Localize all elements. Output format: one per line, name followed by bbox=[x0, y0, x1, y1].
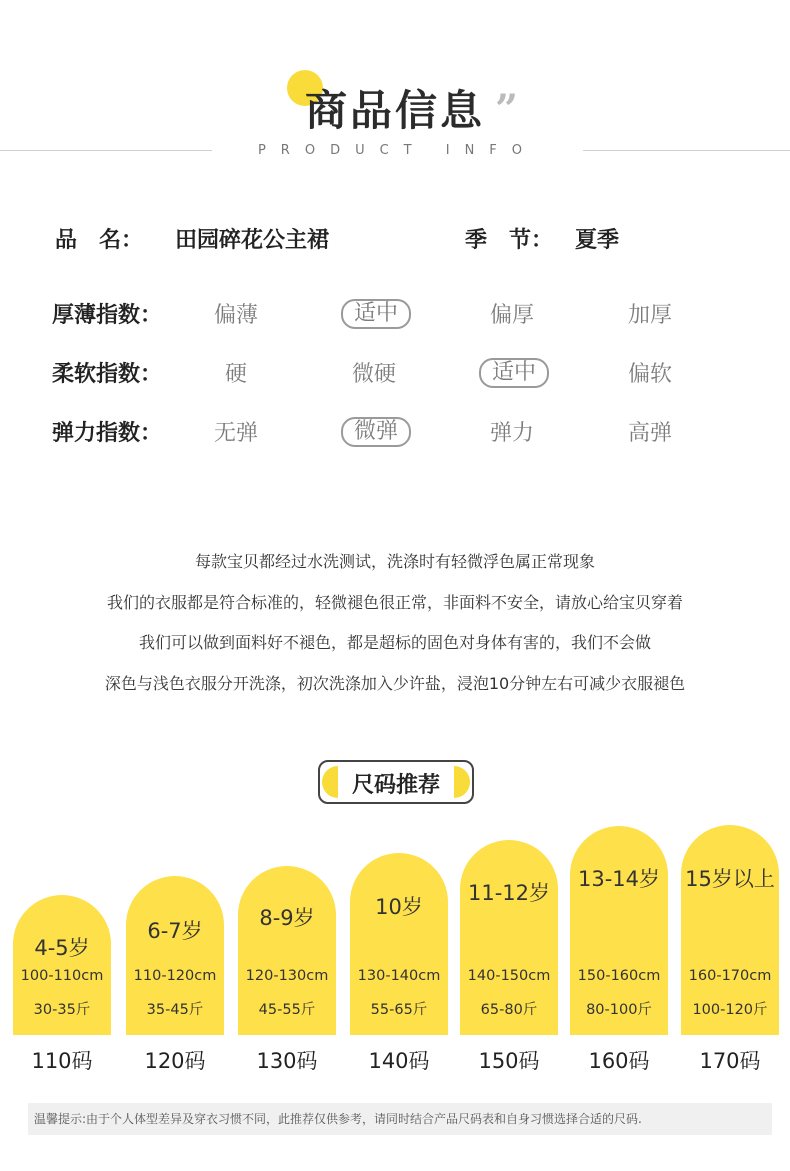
size-card bbox=[460, 840, 558, 1035]
index-option-label: 无弹 bbox=[213, 421, 258, 446]
index-option bbox=[610, 416, 690, 447]
size-card bbox=[350, 853, 448, 1035]
size-age: 6-7岁 bbox=[147, 919, 203, 943]
season-value: 夏季 bbox=[575, 228, 620, 253]
index-option bbox=[196, 416, 276, 447]
index-option-label: 加厚 bbox=[627, 303, 672, 328]
index-option-label: 微硬 bbox=[351, 362, 396, 387]
index-option-label: 高弹 bbox=[627, 421, 672, 446]
index-option-label: 适中 bbox=[491, 360, 536, 385]
index-label: 弹力指数： bbox=[52, 421, 163, 446]
size-height: 150-160cm bbox=[577, 968, 661, 984]
size-code: 150码 bbox=[478, 1049, 540, 1073]
index-option-label: 硬 bbox=[224, 362, 247, 387]
size-title-text: 尺码推荐 bbox=[351, 773, 440, 798]
index-label: 厚薄指数： bbox=[52, 303, 163, 328]
washing-notes bbox=[0, 542, 790, 704]
section-header bbox=[0, 70, 790, 140]
size-weight: 65-80斤 bbox=[480, 1002, 538, 1018]
index-option-selected bbox=[341, 417, 411, 447]
note-line: 深色与浅色衣服分开洗涤，初次洗涤加入少许盐，浸泡10分钟左右可减少衣服褪色 bbox=[104, 673, 686, 693]
index-option-label: 微弹 bbox=[353, 419, 398, 444]
index-option bbox=[610, 298, 690, 329]
size-card bbox=[570, 826, 668, 1035]
index-option bbox=[472, 416, 552, 447]
size-age: 8-9岁 bbox=[259, 906, 315, 930]
index-label: 柔软指数： bbox=[52, 362, 163, 387]
index-option-selected bbox=[479, 358, 549, 388]
size-code: 140码 bbox=[368, 1049, 430, 1073]
size-height: 110-120cm bbox=[133, 968, 217, 984]
size-weight: 100-120斤 bbox=[692, 1002, 768, 1018]
index-option-label: 偏厚 bbox=[489, 303, 534, 328]
season-label: 季 节： bbox=[465, 228, 554, 253]
note-line: 每款宝贝都经过水洗测试，洗涤时有轻微浮色属正常现象 bbox=[194, 552, 595, 571]
size-weight: 55-65斤 bbox=[370, 1002, 428, 1018]
size-code: 170码 bbox=[699, 1049, 761, 1073]
size-card bbox=[681, 825, 779, 1035]
size-age: 11-12岁 bbox=[467, 881, 551, 905]
index-option bbox=[196, 298, 276, 329]
size-age: 10岁 bbox=[375, 895, 423, 919]
index-option bbox=[334, 357, 414, 388]
divider-left bbox=[0, 150, 212, 151]
page-title: 商品信息 bbox=[304, 86, 485, 135]
index-option-label: 适中 bbox=[353, 301, 398, 326]
index-option bbox=[610, 357, 690, 388]
index-row bbox=[0, 357, 790, 397]
divider-right bbox=[583, 150, 790, 151]
index-option-label: 偏薄 bbox=[213, 303, 258, 328]
size-age: 4-5岁 bbox=[34, 936, 90, 960]
index-option bbox=[472, 298, 552, 329]
size-card bbox=[13, 895, 111, 1035]
index-option-label: 偏软 bbox=[627, 362, 672, 387]
size-weight: 35-45斤 bbox=[146, 1002, 204, 1018]
index-row bbox=[0, 416, 790, 456]
size-weight: 45-55斤 bbox=[258, 1002, 316, 1018]
size-code: 120码 bbox=[144, 1049, 206, 1073]
size-tip: 温馨提示:由于个人体型差异及穿衣习惯不同，此推荐仅供参考，请同时结合产品尺码表和自身习惯选择合适的尺码. bbox=[34, 1112, 642, 1126]
index-option-selected bbox=[341, 299, 411, 329]
size-card bbox=[238, 866, 336, 1035]
quote-icon: ” bbox=[495, 86, 519, 133]
size-height: 120-130cm bbox=[245, 968, 329, 984]
index-row bbox=[0, 298, 790, 338]
size-code: 160码 bbox=[588, 1049, 650, 1073]
size-card bbox=[126, 876, 224, 1035]
name-value: 田园碎花公主裙 bbox=[175, 228, 330, 253]
size-section-title bbox=[318, 760, 474, 804]
note-line: 我们可以做到面料好不褪色，都是超标的固色对身体有害的，我们不会做 bbox=[138, 633, 651, 652]
size-age: 15岁以上 bbox=[685, 867, 775, 891]
page-subtitle: PRODUCT INFO bbox=[257, 143, 538, 158]
size-code: 110码 bbox=[31, 1049, 93, 1073]
size-age: 13-14岁 bbox=[577, 867, 661, 891]
size-weight: 30-35斤 bbox=[33, 1002, 91, 1018]
index-option bbox=[196, 357, 276, 388]
size-code: 130码 bbox=[256, 1049, 318, 1073]
size-weight: 80-100斤 bbox=[586, 1002, 652, 1018]
size-height: 160-170cm bbox=[688, 968, 772, 984]
size-height: 130-140cm bbox=[357, 968, 441, 984]
size-height: 140-150cm bbox=[467, 968, 551, 984]
size-height: 100-110cm bbox=[20, 968, 104, 984]
name-label: 品 名： bbox=[55, 228, 144, 253]
note-line: 我们的衣服都是符合标准的，轻微褪色很正常，非面料不安全，请放心给宝贝穿着 bbox=[106, 592, 683, 612]
index-option-label: 弹力 bbox=[489, 421, 534, 446]
